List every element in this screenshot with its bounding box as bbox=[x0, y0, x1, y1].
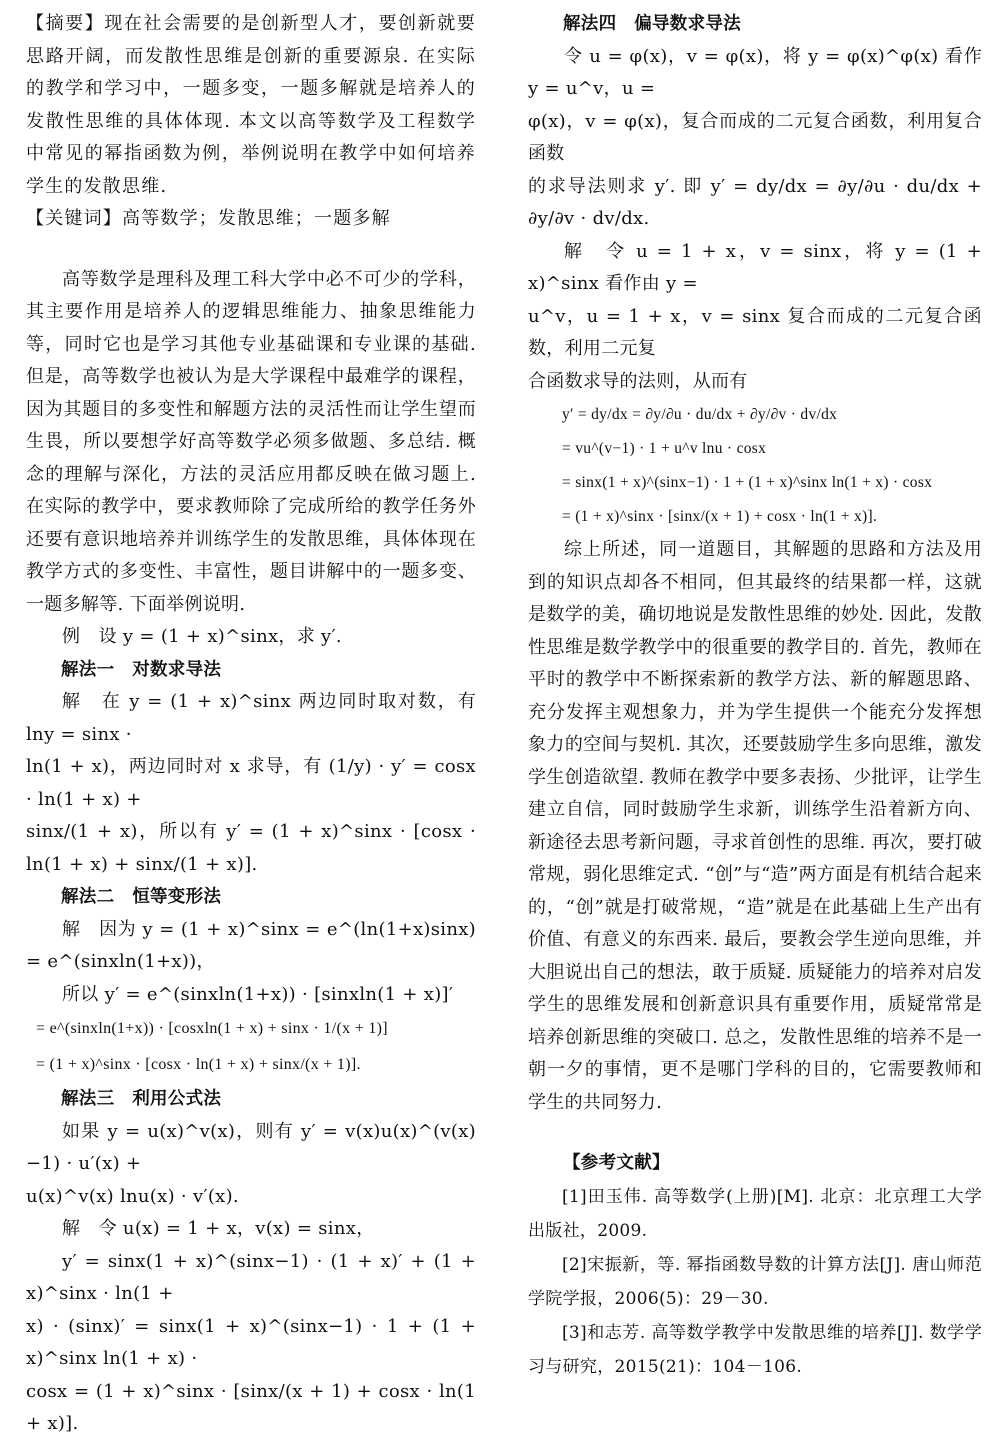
method-two-formula: = (1 + x)^sinx · [cosx · ln(1 + x) + sinx/(x + 1)]. bbox=[36, 1056, 361, 1073]
method-four-solution: u^v，u = 1 + x，v = sinx 复合而成的二元复合函数，利用二元复 bbox=[528, 305, 982, 359]
method-three-line: 解 令 u(x) = 1 + x，v(x) = sinx， bbox=[62, 1218, 375, 1239]
method-three-title: 解法三 利用公式法 bbox=[61, 1089, 222, 1109]
conclusion-paragraph: 综上所述，同一道题目，其解题的思路和方法及用到的知识点却各不相同，但其最终的结果都一样，这就是数学的美，确切地说是发散性思维的妙处. 因此，发散性思维是数学教学中的很重要的教学目的. 首先，教师在平时的教学中不断探索新的教学方法、新的解题思路、充分发挥主观想象力，并为学生提供一个能充分发挥想象力的空间与契机. 其次，还要鼓励学生多向思维，激发学生创造欲望. 教师在教学中要多表扬、少批评，让学生建立自信，同时鼓励学生求新，训练学生沿着新方向、新途径去思考新问题，寻求首创性的思维. 再次，要打破常规，弱化思维定式. “创”与“造”两方面是有机结合起来的，“创”就是打破常规，“造”就是在此基础上生产出有价值、有意义的东西来. 最后，要教会学生逆向思维，并大胆说出自己的想法，敢于质疑. 质疑能力的培养对启发学生的思维发展和创新意识具有重要作用，质疑常常是培养创新思维的突破口. 总之，发散性思维的培养不是一朝一夕的事情，更不是哪门学科的目的，它需要教师和学生的共同努力. bbox=[528, 539, 982, 1113]
method-four-formula: = sinx(1 + x)^(sinx−1) · 1 + (1 + x)^sinx ln(1 + x) · cosx bbox=[562, 474, 933, 491]
method-four-intro: φ(x)，v = φ(x)，复合而成的二元复合函数，利用复合函数 bbox=[528, 110, 982, 164]
method-four-intro: 的求导法则求 y′. 即 y′ = dy/dx = ∂y/∂u · du/dx + ∂y/∂v · dv/dx. bbox=[528, 175, 982, 229]
method-two-line: 所以 y′ = e^(sinxln(1+x)) · [sinxln(1 + x)]′ bbox=[62, 983, 454, 1005]
method-one-line: sinx/(1 + x)，所以有 y′ = (1 + x)^sinx · [cosx · ln(1 + x) + sinx/(1 + x)]. bbox=[26, 821, 476, 875]
method-two-formula: = e^(sinxln(1+x)) · [cosxln(1 + x) + sinx · 1/(x + 1)] bbox=[36, 1020, 388, 1037]
reference-item: [2]宋振新，等. 幂指函数导数的计算方法[J]. 唐山师范学院学报，2006(5)：29－30. bbox=[528, 1254, 982, 1309]
reference-item: [1]田玉伟. 高等数学(上册)[M]. 北京：北京理工大学出版社，2009. bbox=[528, 1186, 982, 1241]
intro-paragraph: 高等数学是理科及理工科大学中必不可少的学科，其主要作用是培养人的逻辑思维能力、抽象思维能力等，同时它也是学习其他专业基础课和专业课的基础. 但是，高等数学也被认为是大学课程中最难学的课程，因为其题目的多变性和解题方法的灵活性而让学生望而生畏，所以要想学好高等数学必须多做题、多总结. 概念的理解与深化，方法的灵活应用都反映在做习题上. 在实际的教学中，要求教师除了完成所给的教学任务外还要有意识地培养并训练学生的发散思维，具体体现在教学方式的多变性、丰富性，题目讲解中的一题多变、一题多解等. 下面举例说明. bbox=[26, 268, 476, 615]
reference-item: [3]和志芳. 高等数学教学中发散思维的培养[J]. 数学学习与研究，2015(21)：104－106. bbox=[528, 1322, 982, 1377]
method-four-solution: 解 令 u = 1 + x，v = sinx，将 y = (1 + x)^sinx 看作由 y = bbox=[528, 240, 982, 294]
method-four-intro: 令 u = φ(x)，v = φ(x)，将 y = φ(x)^φ(x) 看作 y = u^v，u = bbox=[528, 45, 982, 99]
method-four-formula: = (1 + x)^sinx · [sinx/(x + 1) + cosx · ln(1 + x)]. bbox=[562, 508, 878, 525]
method-three-line: cosx = (1 + x)^sinx · [sinx/(x + 1) + cosx · ln(1 + x)]. bbox=[26, 1380, 476, 1434]
method-two-line: 解 因为 y = (1 + x)^sinx = e^(ln(1+x)sinx) = e^(sinxln(1+x))， bbox=[26, 918, 476, 972]
method-three-line: u(x)^v(x) lnu(x) · v′(x). bbox=[26, 1185, 239, 1207]
method-one-title: 解法一 对数求导法 bbox=[61, 659, 222, 680]
right-column bbox=[528, 8, 982, 1384]
left-column bbox=[26, 8, 476, 1441]
references-title: 【参考文献】 bbox=[563, 1153, 670, 1173]
method-four-formula: = vu^(v−1) · 1 + u^v lnu · cosx bbox=[562, 440, 767, 457]
keywords: 【关键词】高等数学；发散思维；一题多解 bbox=[26, 208, 391, 229]
method-four-title: 解法四 偏导数求导法 bbox=[563, 14, 741, 34]
method-three-line: 如果 y = u(x)^v(x)，则有 y′ = v(x)u(x)^(v(x)−1) · u′(x) + bbox=[26, 1120, 476, 1174]
method-three-line: x) · (sinx)′ = sinx(1 + x)^(sinx−1) · 1 + (1 + x)^sinx ln(1 + x) · bbox=[26, 1315, 476, 1369]
example-statement: 例 设 y = (1 + x)^sinx，求 y′. bbox=[62, 626, 342, 647]
method-four-solution: 合函数求导的法则，从而有 bbox=[528, 370, 748, 392]
method-one-line: 解 在 y = (1 + x)^sinx 两边同时取对数，有 lny = sinx · bbox=[26, 691, 476, 745]
method-one-line: ln(1 + x)，两边同时对 x 求导，有 (1/y) · y′ = cosx · ln(1 + x) + bbox=[26, 756, 476, 810]
method-two-title: 解法二 恒等变形法 bbox=[61, 887, 222, 907]
method-four-formula: y′ = dy/dx = ∂y/∂u · du/dx + ∂y/∂v · dv/dx bbox=[562, 406, 838, 423]
abstract: 【摘要】现在社会需要的是创新型人才，要创新就要思路开阔，而发散性思维是创新的重要源泉. 在实际的教学和学习中，一题多变，一题多解就是培养人的发散性思维的具体体现. 本文以高等数学及工程数学中常见的幂指函数为例，举例说明在教学中如何培养学生的发散思维. bbox=[26, 13, 476, 197]
method-three-line: y′ = sinx(1 + x)^(sinx−1) · (1 + x)′ + (1 + x)^sinx · ln(1 + bbox=[26, 1250, 476, 1304]
